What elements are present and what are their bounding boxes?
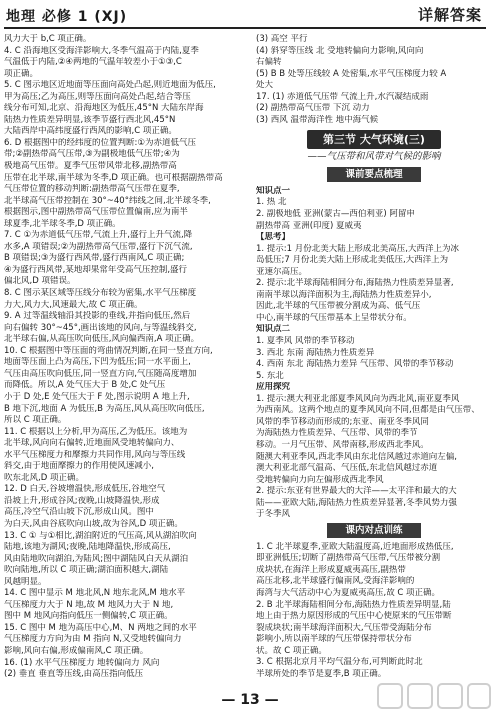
knowledge-line: 副热带高 亚洲(印度) 夏威夷: [256, 220, 362, 231]
answer-line: 气温低于内陆,②④两地的气温年较差小于①③,C: [4, 57, 182, 68]
answer-line: 北半球右偏,从高压吹向低压,风向偏西南,A 项正确。: [4, 334, 200, 345]
practice-line: 半球所处的季节是夏季,B 项正确。: [256, 668, 387, 679]
answer-line: (2) 垂直 垂直等压线,由高压指向低压: [4, 669, 144, 680]
answer-line: 力大,风力大,风速最大,故 C 项正确。: [4, 299, 143, 310]
answer-line: B 项错误;③为盛行西风带,盛行西南风,C 项正确;: [4, 253, 185, 264]
practice-line: 3. C 根据北京月平均气温分布,可判断此时北: [256, 657, 423, 668]
practice-line: 1. C 北半球夏季,亚欧大陆温度高,近地面形成热低压,: [256, 541, 454, 552]
answer-line: 甲为高压;乙为高压,则等压面向高处凸起,结合等压: [4, 91, 191, 102]
answer-line: 8. C 图示某区域等压线分布较为密集,水平气压梯度: [4, 288, 197, 299]
practice-line: 影响小,所以南半球的气压带保持带状分布: [256, 634, 412, 645]
answer-line: 压带在北半球,南半球为冬季,D 项正确。也可根据副热带高: [4, 172, 223, 183]
answer-line: 吹东北风,D 项正确。: [4, 472, 84, 483]
practice-line: 成块状,在海洋上形成夏威夷高压,副热带: [256, 564, 406, 575]
answer-line: 处大: [256, 80, 274, 91]
answer-line: 沿坡上升,形成谷风;夜晚,山坡降温快,形成: [4, 495, 160, 506]
knowledge-line: 于冬季风: [256, 509, 291, 520]
answer-line: 气压带位置的移动判断:副热带高气压带在夏季,: [4, 184, 180, 195]
practice-line: 高压北移,北半球盛行偏南风,受海洋影响的: [256, 576, 415, 587]
knowledge-line: 2. 提示:东亚有世界最大的大洋——太平洋和最大的大: [256, 486, 457, 497]
answer-line: 小于 D 处,E 处气压大于 F 处,图示说明 A 地上升,: [4, 391, 190, 402]
answer-line: 斜交,由于地面摩擦力的作用使风速减小,: [4, 461, 154, 472]
knowledge-line: 3. 西北 东南 海陆热力性质差异: [256, 347, 375, 358]
knowledge-line: 因此,北半球的气压带被分割成为高、低气压: [256, 301, 421, 312]
answer-line: 陆热力性质差异明显,该季节盛行西北风,45°N: [4, 114, 176, 125]
answer-line: 11. C 根据以上分析,甲为高压,乙为低压。该地为: [4, 426, 188, 437]
answer-line: 带;②副热带高气压带,③为副极地低气压带;④为: [4, 149, 180, 160]
knowledge-line: 中心,南半球的气压带基本上呈带状分布。: [256, 312, 412, 323]
answer-line: ④为盛行西风带,某地却果常年受高气压控制,盛行: [4, 264, 188, 275]
header-rule: [4, 27, 486, 29]
answer-line: 14. C 图中显示 M 地北风,N 地东北风,M 地水平: [4, 588, 186, 599]
answer-line: 极地高气压带。夏季气压带风带北移,副热带高: [4, 161, 177, 172]
answer-line: 水平气压梯度力和摩擦力共同作用,风向与等压线: [4, 449, 186, 460]
section-label: 详解答案: [417, 6, 482, 24]
knowledge-line: 2. 提示:北半球海陆相间分布,海陆热力性质差异显著,: [256, 278, 454, 289]
practice-line: 裂成块状;南半球海洋面积大,气压带受海陆分布: [256, 622, 432, 633]
practice-line: 2. B 北半球海陆相间分布,海陆热力性质差异明显,陆: [256, 599, 451, 610]
left-column: [4, 34, 247, 681]
knowledge-line: 为海陆热力性质差异、气压带、风带的季节: [256, 428, 418, 439]
practice-line: 海湾与大气活动中心为夏威夷高压,故 C 项正确。: [256, 587, 441, 598]
answer-line: 气压梯度力方向为由 M 指向 N,又受地转偏向力: [4, 634, 182, 645]
answer-line: 地面等压面上凸为高压,下凹为低压;同一水平面上,: [4, 357, 191, 368]
page-header: [0, 0, 500, 32]
knowledge-line: 知识点一: [256, 185, 291, 196]
answer-line: 5. C 图示地区近地面等压面向高处凸起,则近地面为低压,: [4, 80, 216, 91]
answer-line: 项正确。: [4, 68, 39, 79]
answer-line: (2) 副热带高气压带 下沉 动力: [256, 103, 370, 114]
knowledge-line: 陆——亚欧大陆,海陆热力性质差异显著,冬季风势力强: [256, 497, 457, 508]
section-subtitle: ——气压带和风带对气候的影响: [307, 151, 441, 163]
answer-line: 9. A 过等温线轴沿其投影的垂线,并指向低压,然后: [4, 311, 191, 322]
knowledge-line: 1. 夏季风 风带的季节移动: [256, 336, 355, 347]
answer-line: 所以 C 项正确。: [4, 415, 67, 426]
answer-line: 北半球高气压带控制在 30°~40°纬线之间,北半球冬季,: [4, 195, 211, 206]
knowledge-line: 风带的季节移动而形成的;东亚、南亚冬季风同: [256, 416, 429, 427]
answer-line: 右偏转: [256, 57, 282, 68]
answer-line: 为白天,风由谷底吹向山坡,故为谷风,D 项正确。: [4, 518, 183, 529]
answer-line: 10. C 根据图中等压面的弯曲情况判断,在同一竖直方向,: [4, 345, 213, 356]
answer-line: 气压由高压吹向低压,同一竖直方向,气压随高度增加: [4, 368, 197, 379]
answer-line: 陆地,该地为湖风;夜晚,陆地降温快,形成高压,: [4, 542, 171, 553]
knowledge-line: 岛低压;7 月份北美大陆上形成北美低压,大西洋上为: [256, 255, 449, 266]
answer-line: 球夏季,北半球冬季,D 项正确。: [4, 218, 121, 229]
answer-line: 7. C ①为赤道低气压带,气流上升,盛行上升气流,降: [4, 230, 193, 241]
practice-answers: [256, 542, 492, 681]
answer-line: 图中 M 地风向指向低压一侧偏转,C 项正确。: [4, 611, 173, 622]
answer-line: 12. D 白天,谷坡增温快,形成低压,谷地空气: [4, 484, 166, 495]
page-number: — 13 —: [221, 692, 279, 708]
practice-line: 即亚洲低压;切断了副热带高气压带,气压带被分割: [256, 553, 441, 564]
knowledge-points: [256, 186, 492, 521]
knowledge-line: 2. 副极地低 亚洲(蒙古—西伯利亚) 阿留申: [256, 209, 415, 220]
section-heading: [256, 130, 492, 149]
answer-line: 大陆西岸中高纬度盛行西风的影响,C 项正确。: [4, 126, 177, 137]
answer-line: 高压,冷空气沿山坡下沉,形成山风。图中: [4, 507, 154, 518]
answer-line: 偏北风,D 项错误。: [4, 276, 76, 287]
answer-line: 4. C 沿海地区受海洋影响大,冬季气温高于内陆,夏季: [4, 45, 199, 56]
answer-line: (3) 高空 平行: [256, 34, 308, 44]
answer-line: 风由陆地吹向湖泊,为陆风;图中湖陆风白天从湖泊: [4, 553, 189, 564]
answer-line: 气压梯度力大于 N 地,故 M 地风力大于 N 地,: [4, 599, 174, 610]
answer-line: B 地下沉,地面 A 为低压,B 为高压,风从高压吹向低压,: [4, 403, 205, 414]
banner-practice-label: 课内对点训练: [327, 523, 420, 538]
knowledge-line: 知识点二: [256, 324, 291, 335]
answer-line: (4) 斜穿等压线 北 受地转偏向力影响,风向向: [256, 45, 424, 56]
practice-line: 状。故 C 项正确。: [256, 645, 327, 656]
answer-line: (3) 西风 温带海洋性 地中海气候: [256, 114, 379, 125]
answer-line: 15. C 图中 M 地为高压中心,M、N 两地之间的水平: [4, 622, 197, 633]
banner-preview-label: 课前要点梳理: [327, 167, 420, 182]
answer-line: 而降低。所以,A 处气压大于 B 处,C 处气压: [4, 380, 166, 391]
answer-line: 向右偏转 30°~45°,画出该地的风向,与等温线斜交,: [4, 322, 197, 333]
knowledge-line: 【思考】: [256, 232, 291, 243]
answers-continued: [256, 34, 492, 126]
banner-practice: [256, 523, 492, 538]
knowledge-line: 移动。一月气压带、风带南移,形成西北季风。: [256, 439, 429, 450]
answer-line: 水多,A 项错误;②为副热带高气压带,盛行下沉气流,: [4, 241, 193, 252]
knowledge-line: 澳大利亚北部气温高、气压低,东北信风越过赤道: [256, 463, 438, 474]
answer-line: 线分布可知,北京、沿海地区为低压,45°N 大陆东岸海: [4, 103, 204, 114]
answer-line: 北半球,风向向右偏转,近地面风受地转偏向力、: [4, 438, 180, 449]
knowledge-line: 亚速尔高压。: [256, 266, 308, 277]
answer-line: 17. (1) 赤道低气压带 气流上升,水汽凝结成雨: [256, 91, 429, 102]
knowledge-line: 4. 西南 东北 海陆热力差异 气压带、风带的季节移动: [256, 359, 454, 370]
knowledge-line: 受地转偏向力向左偏形成西北季风: [256, 474, 384, 485]
answer-line: 16. (1) 水平气压梯度力 地转偏向力 风向: [4, 657, 160, 668]
knowledge-line: 1. 提示:1 月份北美大陆上形成北美高压,大西洋上为冰: [256, 243, 459, 254]
knowledge-line: 1. 提示:澳大利亚北部夏季风风向为西北风,南亚夏季风: [256, 393, 460, 404]
answer-line: 6. D 根据图中的经纬度的位置判断:①为赤道低气压: [4, 137, 197, 148]
answer-line: 风越明显。: [4, 576, 47, 587]
knowledge-line: 1. 热 北: [256, 197, 287, 208]
banner-preview: [256, 167, 492, 182]
knowledge-line: 南南半球以海洋面积为主,海陆热力性质差异小,: [256, 289, 432, 300]
knowledge-line: 应用探究: [256, 382, 291, 393]
knowledge-line: 5. 东北: [256, 370, 284, 381]
answer-line: 根据图示,图中副热带高气压带位置偏南,应为南半: [4, 207, 188, 218]
answer-line: 13. C ① 与①相比,湖泊附近的气压高,风从湖泊吹向: [4, 530, 197, 541]
practice-line: 地上由于热力原因形成的气压中心使原来的气压带断: [256, 611, 452, 622]
answer-line: 风力大于 b,C 项正确。: [4, 34, 92, 44]
answer-line: 影响,风向右偏,形成偏南风,C 项正确。: [4, 645, 149, 656]
knowledge-line: 为西南风。这两个地点的夏季风风向不同,但都是由气压带、: [256, 405, 480, 416]
answer-line: (5) B B 处等压线较 A 处密集,水平气压梯度力较 A: [256, 68, 447, 79]
right-column: [256, 34, 492, 680]
watermark-logo: [374, 678, 494, 714]
book-title: 地理 必修 1 (XJ): [6, 9, 128, 25]
knowledge-line: 随澳大利亚季风,西北季风由东北信风越过赤道向左偏,: [256, 451, 457, 462]
section-title: 第三节 大气环境(三): [307, 130, 441, 149]
answer-line: 吹向陆地,所以 C 项正确;湖泊面积越大,湖陆: [4, 565, 169, 576]
